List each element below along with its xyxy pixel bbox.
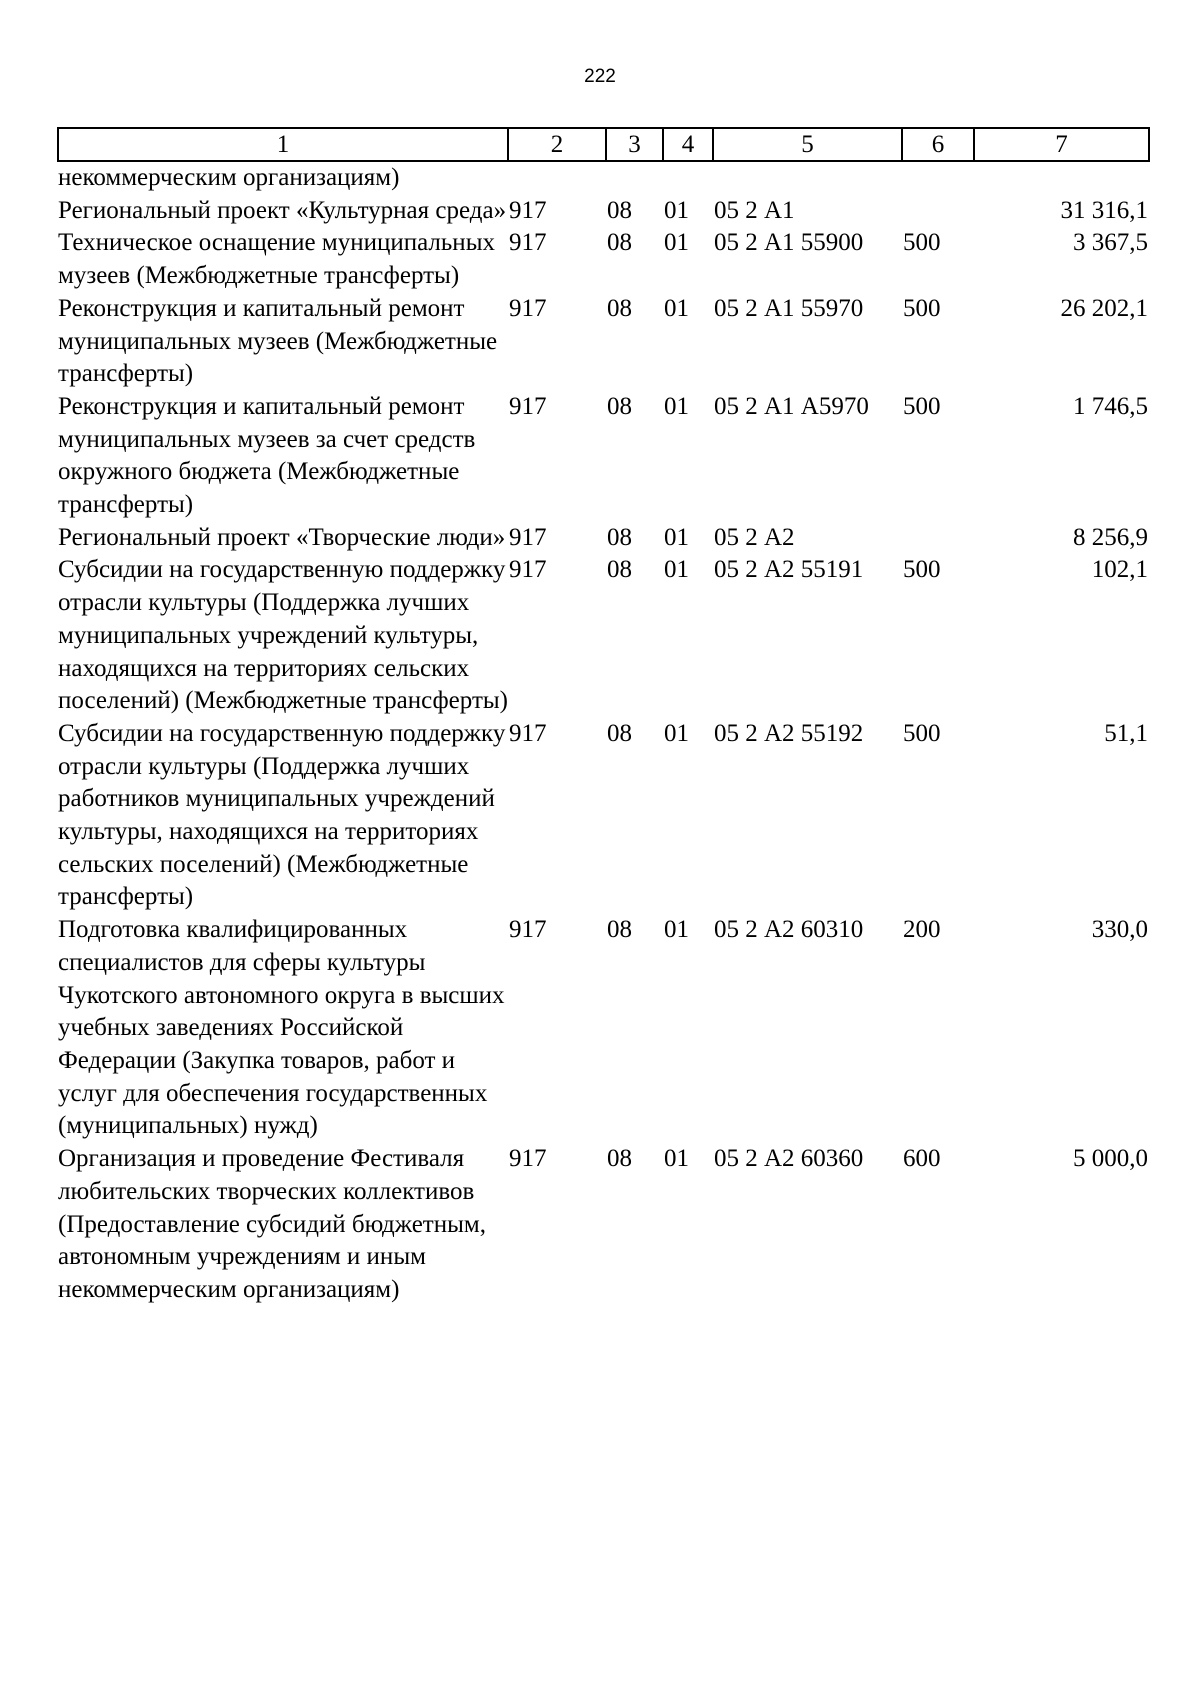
admin-code-cell: 917 <box>509 196 547 224</box>
amount-cell: 102,1 <box>1091 556 1148 584</box>
page-number: 222 <box>584 66 616 87</box>
column-header-7: 7 <box>974 128 1149 161</box>
admin-code-cell: 917 <box>509 556 547 584</box>
amount-cell: 330,0 <box>1091 916 1148 944</box>
table-row <box>58 195 1149 228</box>
row-name-cell: Организация и проведение Фестиваля любительских творческих коллективов (Предоставление субсидий бюджетным, автономным учреждениям и иным некоммерческим организациям) <box>58 1145 486 1303</box>
amount-cell: 1 746,5 <box>1073 392 1148 420</box>
target-item-cell: 05 2 А2 <box>714 523 795 551</box>
subsection-cell: 01 <box>664 229 689 257</box>
expense-type-cell <box>902 195 974 228</box>
section-cell: 08 <box>607 523 632 551</box>
table-row <box>58 522 1149 555</box>
section-cell: 08 <box>607 916 632 944</box>
amount-cell: 51,1 <box>1104 719 1148 747</box>
admin-code-cell: 917 <box>509 229 547 257</box>
row-name-cell: некоммерческим организациям) <box>58 164 400 191</box>
column-header-3: 3 <box>606 128 663 161</box>
admin-code-cell: 917 <box>509 1145 547 1173</box>
subsection-cell: 01 <box>664 392 689 420</box>
section-cell <box>606 161 663 195</box>
section-cell: 08 <box>607 392 632 420</box>
admin-code-cell <box>508 161 606 195</box>
table-row <box>58 391 1149 522</box>
amount-cell <box>974 161 1149 195</box>
subsection-cell: 01 <box>664 523 689 551</box>
row-name-cell: Реконструкция и капитальный ремонт муниципальных музеев за счет средств окружного бюджета (Межбюджетные трансферты) <box>58 392 476 519</box>
section-cell: 08 <box>607 1145 632 1173</box>
admin-code-cell: 917 <box>509 719 547 747</box>
expense-type-cell: 500 <box>903 229 941 257</box>
row-name-cell: Реконструкция и капитальный ремонт муниципальных музеев (Межбюджетные трансферты) <box>58 294 498 388</box>
row-name-cell: Субсидии на государственную поддержку отрасли культуры (Поддержка лучших работников муниципальных учреждений культуры, находящихся на территориях сельских поселений) (Межбюджетные трансферты) <box>58 719 506 911</box>
expense-type-cell <box>902 161 974 195</box>
section-cell: 08 <box>607 196 632 224</box>
subsection-cell: 01 <box>664 556 689 584</box>
table-row <box>58 554 1149 718</box>
row-name-cell: Субсидии на государственную поддержку отрасли культуры (Поддержка лучших муниципальных учреждений культуры, находящихся на территориях сельских поселений) (Межбюджетные трансферты) <box>58 556 508 715</box>
expense-type-cell: 500 <box>903 556 941 584</box>
column-header-2: 2 <box>508 128 606 161</box>
target-item-cell: 05 2 А2 55192 <box>714 719 864 747</box>
target-item-cell <box>713 161 902 195</box>
expense-type-cell: 500 <box>903 719 941 747</box>
table-row <box>58 227 1149 292</box>
column-header-4: 4 <box>663 128 713 161</box>
amount-cell: 3 367,5 <box>1073 229 1148 257</box>
table-row <box>58 1143 1149 1307</box>
admin-code-cell: 917 <box>509 523 547 551</box>
amount-cell: 8 256,9 <box>1073 523 1148 551</box>
target-item-cell: 05 2 А1 55970 <box>714 294 864 322</box>
row-name-cell: Региональный проект «Культурная среда» <box>58 196 507 224</box>
expense-type-cell <box>902 522 974 555</box>
subsection-cell: 01 <box>664 294 689 322</box>
section-cell: 08 <box>607 229 632 257</box>
expense-type-cell: 500 <box>903 294 941 322</box>
section-cell: 08 <box>607 556 632 584</box>
subsection-cell: 01 <box>664 719 689 747</box>
table-row <box>58 718 1149 914</box>
budget-table <box>57 127 1150 1307</box>
admin-code-cell: 917 <box>509 392 547 420</box>
row-name-cell: Техническое оснащение муниципальных музеев (Межбюджетные трансферты) <box>58 229 495 290</box>
column-header-6: 6 <box>902 128 974 161</box>
target-item-cell: 05 2 А2 60310 <box>714 916 864 944</box>
header-row <box>58 128 1149 161</box>
subsection-cell: 01 <box>664 196 689 224</box>
amount-cell: 5 000,0 <box>1073 1145 1148 1173</box>
column-header-5: 5 <box>713 128 902 161</box>
subsection-cell: 01 <box>664 1145 689 1173</box>
table-row <box>58 914 1149 1143</box>
subsection-cell <box>663 161 713 195</box>
section-cell: 08 <box>607 719 632 747</box>
admin-code-cell: 917 <box>509 294 547 322</box>
row-name-cell: Региональный проект «Творческие люди» <box>58 523 506 551</box>
table-row <box>58 293 1149 391</box>
target-item-cell: 05 2 А2 55191 <box>714 556 864 584</box>
target-item-cell: 05 2 А1 <box>714 196 795 224</box>
amount-cell: 26 202,1 <box>1060 294 1148 322</box>
subsection-cell: 01 <box>664 916 689 944</box>
expense-type-cell: 200 <box>903 916 941 944</box>
target-item-cell: 05 2 А1 55900 <box>714 229 864 257</box>
section-cell: 08 <box>607 294 632 322</box>
expense-type-cell: 500 <box>903 392 941 420</box>
table-row <box>58 161 1149 195</box>
target-item-cell: 05 2 А1 А5970 <box>714 392 869 420</box>
target-item-cell: 05 2 А2 60360 <box>714 1145 864 1173</box>
admin-code-cell: 917 <box>509 916 547 944</box>
column-header-1: 1 <box>58 128 508 161</box>
amount-cell: 31 316,1 <box>1060 196 1148 224</box>
row-name-cell: Подготовка квалифицированных специалистов для сферы культуры Чукотского автономного округа в высших учебных заведениях Российской Федерации (Закупка товаров, работ и услуг для обеспечения государственных (муниципальных) нужд) <box>58 916 505 1140</box>
expense-type-cell: 600 <box>903 1145 941 1173</box>
